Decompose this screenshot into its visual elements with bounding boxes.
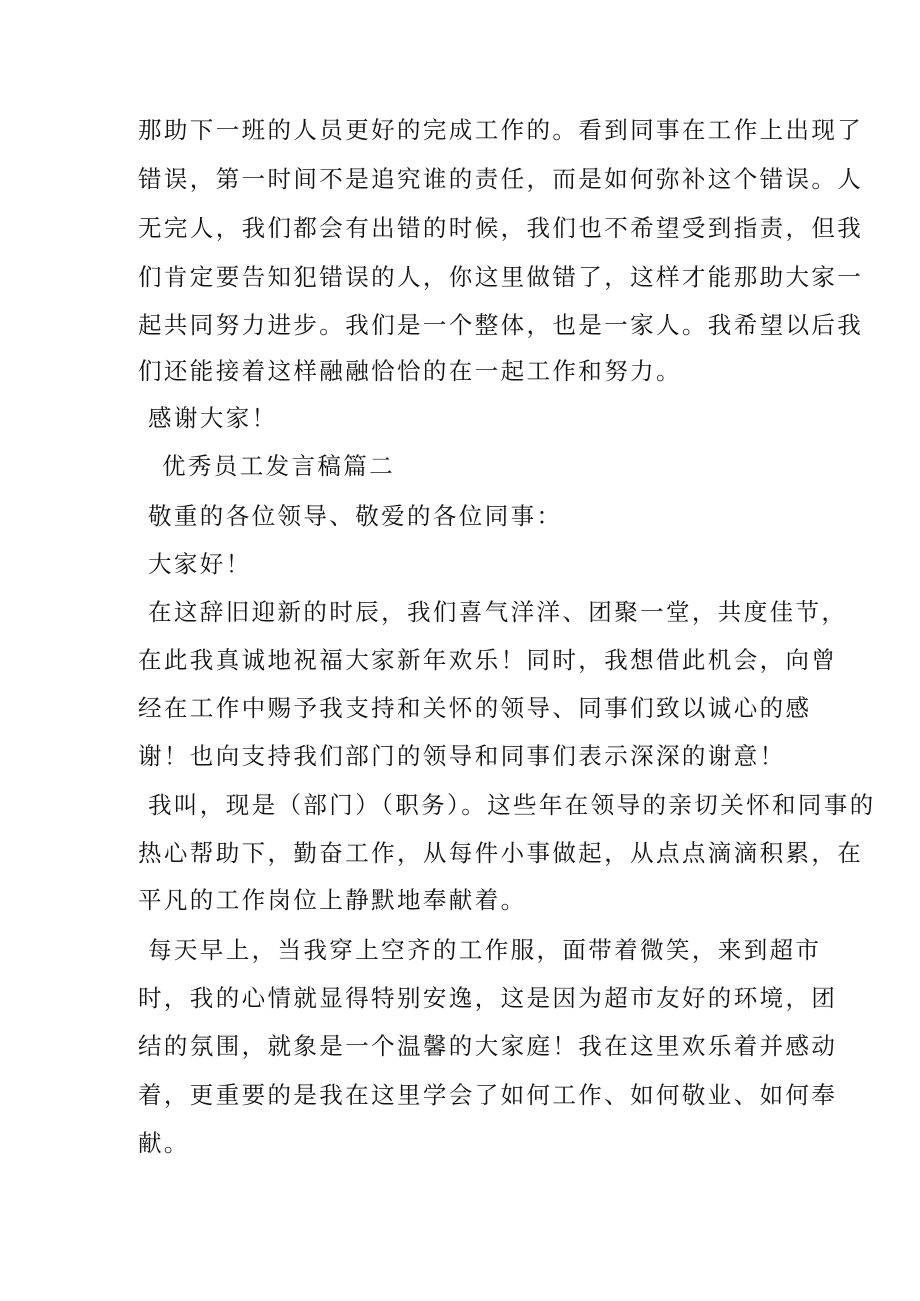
text-line: 经在工作中赐予我支持和关怀的领导、同事们致以诚心的感	[138, 694, 812, 722]
text-line: 无完人，我们都会有出错的时候，我们也不希望受到指责，但我	[138, 214, 864, 242]
section-heading: 优秀员工发言稿篇二	[162, 452, 396, 480]
text-line: 感谢大家！	[148, 404, 278, 432]
greeting: 大家好！	[148, 550, 252, 578]
text-line: 们还能接着这样融融恰恰的在一起工作和努力。	[138, 357, 682, 385]
text-line: 平凡的工作岗位上静默地奉献着。	[138, 886, 527, 914]
text-line: 时，我的心情就显得特别安逸，这是因为超市友好的环境，团	[138, 984, 838, 1012]
text-line: 结的氛围，就象是一个温馨的大家庭！我在这里欢乐着并感动	[138, 1032, 838, 1060]
text-line: 那助下一班的人员更好的完成工作的。看到同事在工作上出现了	[138, 116, 864, 144]
text-line: 错误，第一时间不是追究谁的责任，而是如何弥补这个错误。人	[138, 165, 864, 193]
text-line: 着，更重要的是我在这里学会了如何工作、如何敬业、如何奉	[138, 1081, 838, 1109]
text-line: 起共同努力进步。我们是一个整体，也是一家人。我希望以后我	[138, 311, 864, 339]
salutation: 敬重的各位领导、敬爱的各位同事：	[148, 502, 563, 530]
text-line: 每天早上，当我穿上空齐的工作服，面带着微笑，来到超市	[148, 936, 822, 964]
text-line: 我叫，现是（部门）（职务）。这些年在领导的亲切关怀和同事的	[148, 791, 876, 819]
text-line: 在这辞旧迎新的时辰，我们喜气洋洋、团聚一堂，共度佳节，	[148, 598, 848, 626]
text-line: 们肯定要告知犯错误的人，你这里做错了，这样才能那助大家一	[138, 263, 864, 291]
text-line: 热心帮助下，勤奋工作，从每件小事做起，从点点滴滴积累，在	[138, 839, 864, 867]
text-line: 在此我真诚地祝福大家新年欢乐！同时，我想借此机会，向曾	[138, 646, 838, 674]
text-line: 谢！也向支持我们部门的领导和同事们表示深深的谢意！	[138, 742, 786, 770]
text-line: 献。	[138, 1129, 190, 1157]
